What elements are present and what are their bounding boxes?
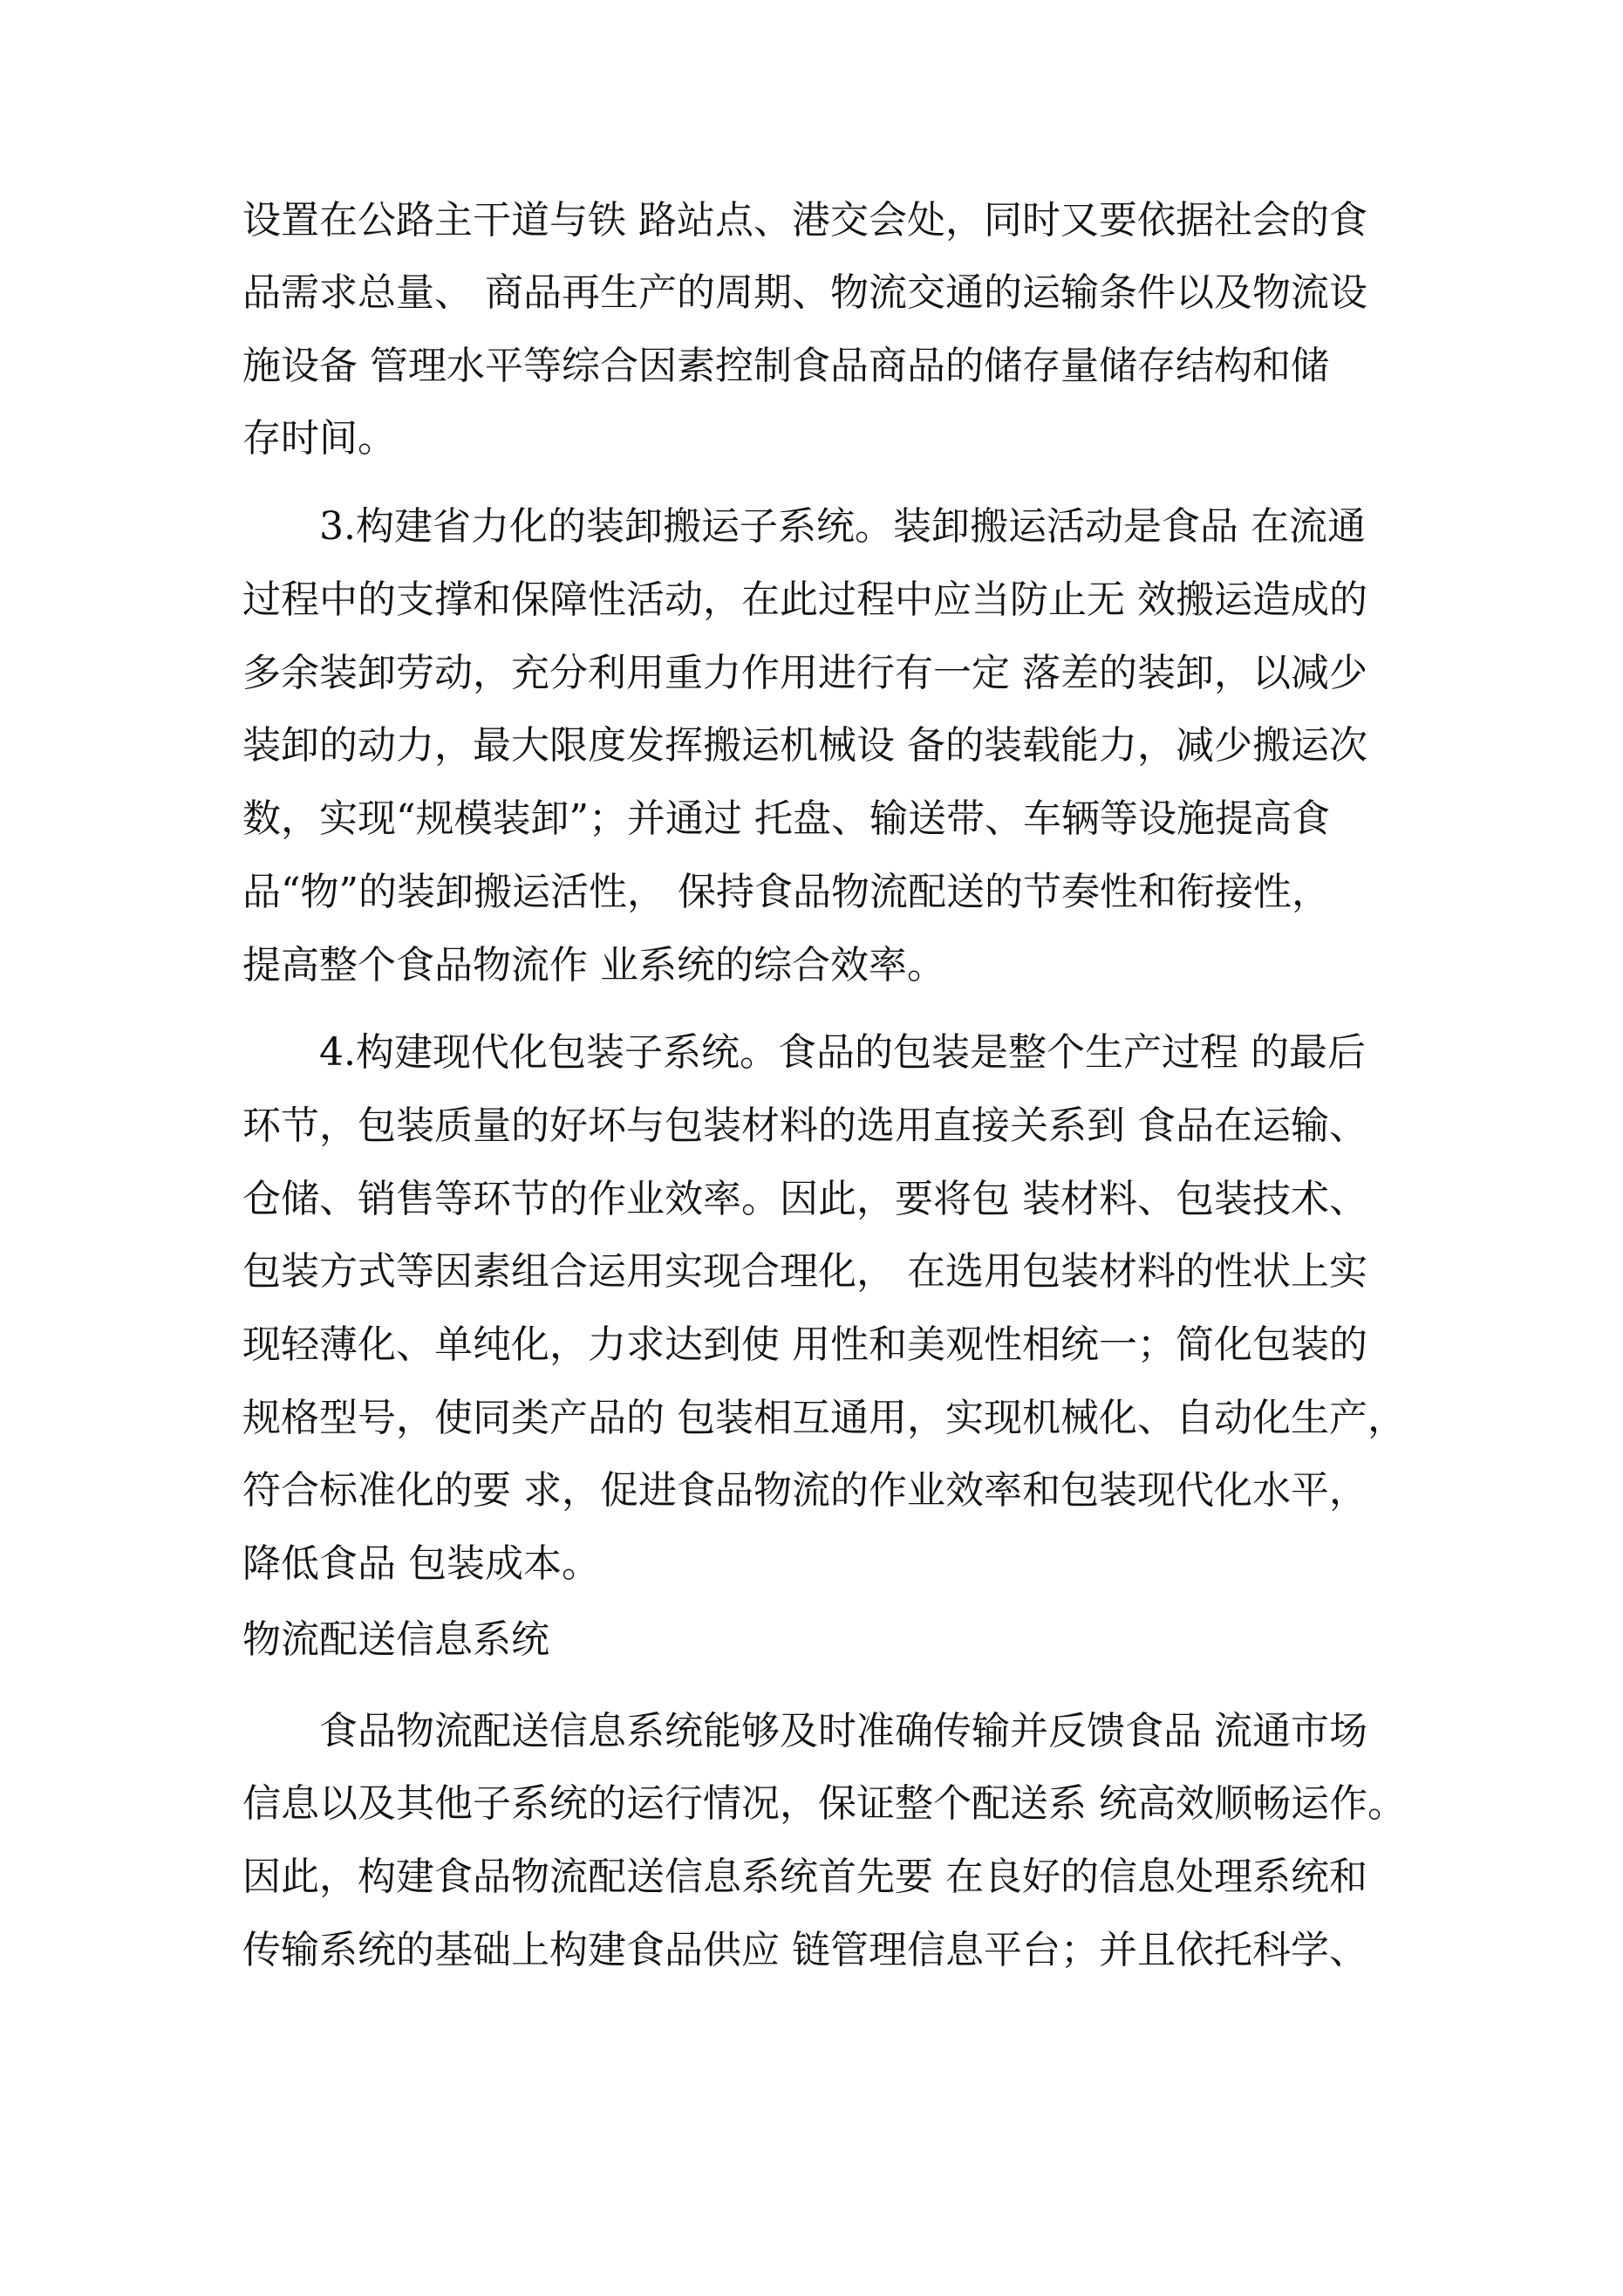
text-line: 食品物流配送信息系统能够及时准确传输并反馈食品 流通市场 (242, 1709, 1367, 1753)
text-line: 环节，包装质量的好坏与包装材料的选用直接关系到 食品在运输、 (242, 1104, 1367, 1148)
text-line: 符合标准化的要 求，促进食品物流的作业效率和包装现代化水平， (242, 1468, 1367, 1513)
text-line: 设置在公路主干道与铁 路站点、港交会处，同时又要依据社会的食 (242, 198, 1367, 243)
text-line: 数，实现“规模装卸”；并通过 托盘、输送带、车辆等设施提高食 (242, 796, 1330, 841)
text-line: 4.构建现代化包装子系统。食品的包装是整个生产过程 的最后 (242, 1030, 1366, 1075)
section-heading: 物流配送信息系统 (242, 1617, 549, 1662)
text-line: 规格型号，使同类产品的 包装相互通用，实现机械化、自动化生产， (242, 1396, 1406, 1440)
text-line: 多余装卸劳动，充分利用重力作用进行有一定 落差的装卸，以减少 (242, 651, 1367, 695)
text-line: 装卸的动力，最大限度发挥搬运机械设 备的装载能力，减少搬运次 (242, 723, 1367, 768)
text-line: 品需求总量、 商品再生产的周期、物流交通的运输条件以及物流设 (242, 270, 1367, 315)
text-line: 提高整个食品物流作 业系统的综合效率。 (242, 943, 945, 987)
text-line: 存时间。 (242, 416, 396, 461)
text-line: 现轻薄化、单纯化，力求达到使 用性和美观性相统一；简化包装的 (242, 1322, 1367, 1367)
text-line: 品“物”的装卸搬运活性， 保持食品物流配送的节奏性和衔接性， (242, 870, 1330, 914)
text-line: 降低食品 包装成本。 (242, 1541, 600, 1586)
text-line: 过程中的支撑和保障性活动，在此过程中应当防止无 效搬运造成的 (242, 577, 1367, 622)
text-line: 施设备 管理水平等综合因素控制食品商品的储存量储存结构和储 (242, 344, 1329, 388)
text-line: 3.构建省力化的装卸搬运子系统。装卸搬运活动是食品 在流通 (242, 504, 1366, 549)
text-line: 传输系统的基础上构建食品供应 链管理信息平台；并且依托科学、 (242, 1928, 1367, 1972)
text-line: 因此，构建食品物流配送信息系统首先要 在良好的信息处理系统和 (242, 1855, 1367, 1899)
text-line: 仓储、销售等环节的作业效率。因此，要将包 装材料、包装技术、 (242, 1177, 1367, 1221)
text-line: 信息以及其他子系统的运行情况，保证整个配送系 统高效顺畅运作。 (242, 1781, 1406, 1826)
text-line: 包装方式等因素组合运用实现合理化， 在选用包装材料的性状上实 (242, 1249, 1367, 1294)
